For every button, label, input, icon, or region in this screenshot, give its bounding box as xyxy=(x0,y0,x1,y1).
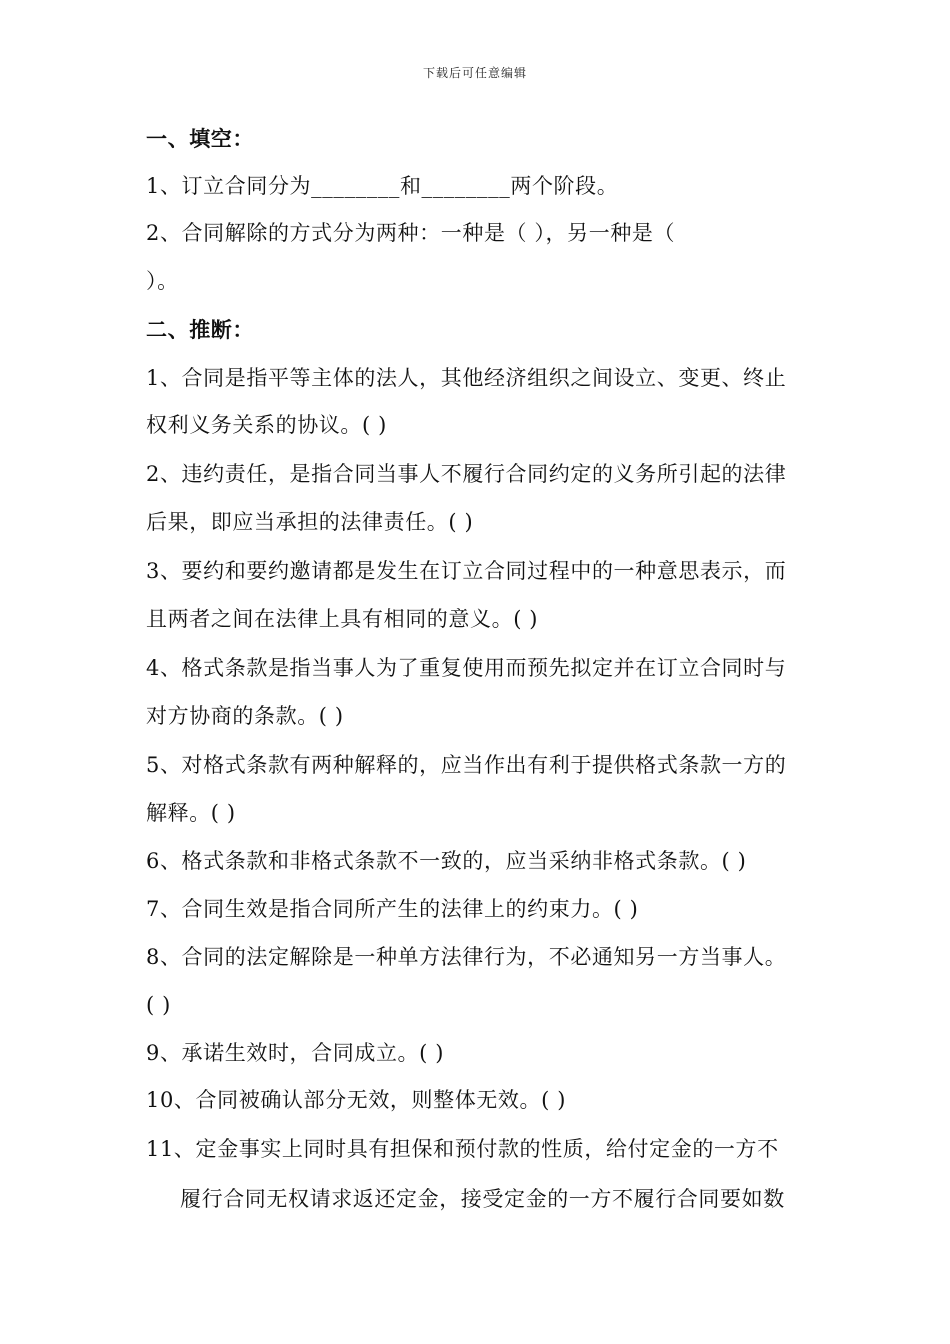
judge-question-2-line-1: 2、违约责任，是指合同当事人不履行合同约定的义务所引起的法律 xyxy=(146,462,787,486)
section-1-title: 一、填空： xyxy=(146,126,254,151)
fill-question-1: 1、订立合同分为________和________两个阶段。 xyxy=(146,174,619,198)
header-note: 下载后可任意编辑 xyxy=(422,66,527,80)
judge-question-5-line-1: 5、对格式条款有两种解释的，应当作出有利于提供格式条款一方的 xyxy=(146,753,787,777)
judge-question-8-line-2: ( ) xyxy=(146,993,171,1017)
judge-question-4-line-2: 对方协商的条款。( ) xyxy=(146,704,344,728)
fill-question-2-line-2: ）。 xyxy=(146,269,179,293)
judge-question-7: 7、合同生效是指合同所产生的法律上的约束力。( ) xyxy=(146,897,639,921)
section-2-title: 二、推断： xyxy=(146,317,254,342)
fill-question-2-line-1: 2、合同解除的方式分为两种：一种是（ ），另一种是（ xyxy=(146,221,676,245)
judge-question-2-line-2: 后果，即应当承担的法律责任。( ) xyxy=(146,510,474,534)
judge-question-4-line-1: 4、格式条款是指当事人为了重复使用而预先拟定并在订立合同时与 xyxy=(146,656,787,680)
judge-question-3-line-2: 且两者之间在法律上具有相同的意义。( ) xyxy=(146,607,539,631)
judge-question-11-line-1: 11、定金事实上同时具有担保和预付款的性质，给付定金的一方不 xyxy=(146,1137,779,1161)
judge-question-3-line-1: 3、要约和要约邀请都是发生在订立合同过程中的一种意思表示，而 xyxy=(146,559,787,583)
judge-question-1-line-2: 权利义务关系的协议。( ) xyxy=(146,413,387,437)
judge-question-10: 10、合同被确认部分无效，则整体无效。( ) xyxy=(146,1088,566,1112)
judge-question-11-line-2: 履行合同无权请求返还定金，接受定金的一方不履行合同要如数 xyxy=(180,1187,785,1211)
judge-question-6: 6、格式条款和非格式条款不一致的，应当采纳非格式条款。( ) xyxy=(146,849,747,873)
judge-question-9: 9、承诺生效时，合同成立。( ) xyxy=(146,1041,445,1065)
judge-question-1-line-1: 1、合同是指平等主体的法人，其他经济组织之间设立、变更、终止 xyxy=(146,366,787,390)
judge-question-5-line-2: 解释。( ) xyxy=(146,801,236,825)
judge-question-8-line-1: 8、合同的法定解除是一种单方法律行为，不必通知另一方当事人。 xyxy=(146,945,787,969)
